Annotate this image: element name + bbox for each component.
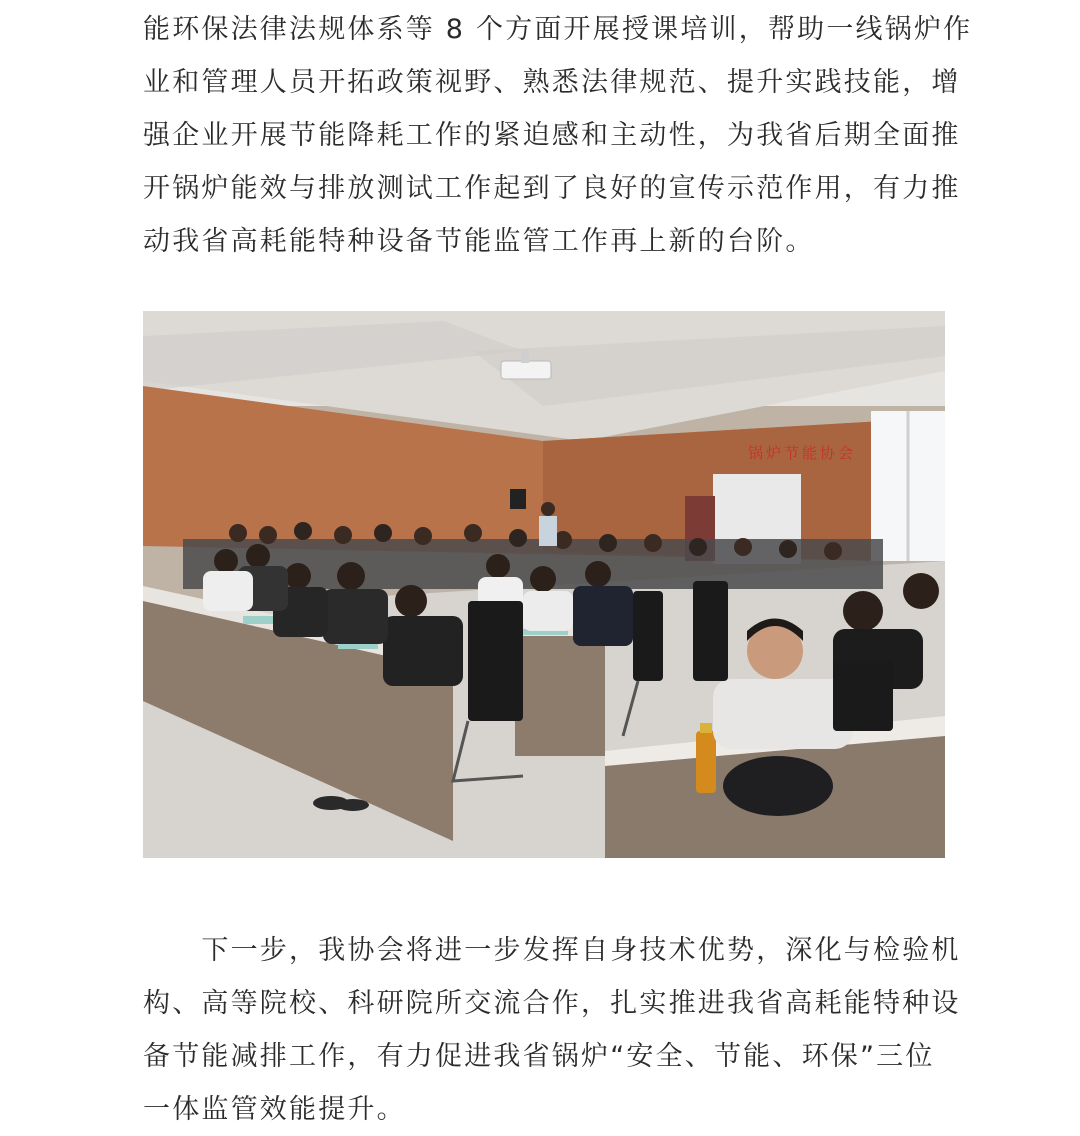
standing-person [539, 502, 557, 546]
projector-mount [521, 349, 529, 363]
speaker [510, 489, 526, 509]
text-line: 一体监管效能提升。 [143, 1094, 406, 1125]
text-line: 备节能减排工作，有力促进我省锅炉“安全、节能、环保”三位 [143, 1041, 935, 1072]
projector [501, 361, 551, 379]
text-line: 开锅炉能效与排放测试工作起到了良好的宣传示范作用，有力推 [143, 173, 961, 204]
black-bag [723, 756, 833, 816]
text-line: 业和管理人员开拓政策视野、熟悉法律规范、提升实践技能，增 [143, 67, 961, 98]
training-session-photo [143, 311, 945, 858]
text-line: 能环保法律法规体系等 8 个方面开展授课培训，帮助一线锅炉作 [143, 14, 973, 45]
drink-bottle [696, 731, 716, 793]
article-paragraph-top [143, 3, 973, 268]
text-line: 下一步，我协会将进一步发挥自身技术优势，深化与检验机 [143, 935, 961, 966]
text-line: 构、高等院校、科研院所交流合作，扎实推进我省高耗能特种设 [143, 988, 961, 1019]
article-paragraph-bottom [143, 924, 963, 1136]
text-line: 强企业开展节能降耗工作的紧迫感和主动性，为我省后期全面推 [143, 120, 961, 151]
photo-illustration [143, 311, 945, 858]
wall-banner: 锅炉节能协会 [748, 444, 857, 462]
text-line: 动我省高耗能特种设备节能监管工作再上新的台阶。 [143, 226, 815, 257]
